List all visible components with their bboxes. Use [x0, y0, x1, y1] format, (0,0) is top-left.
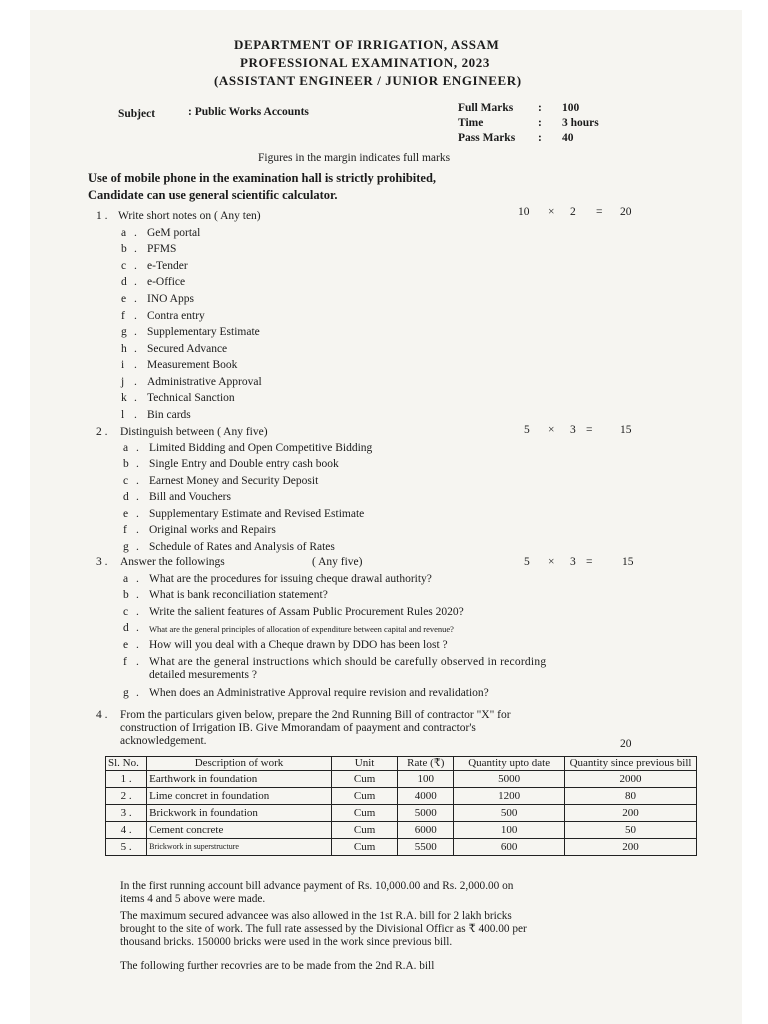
list-item: Limited Bidding and Open Competitive Bidding — [149, 442, 373, 454]
pass-marks-value: 40 — [562, 132, 574, 144]
list-item: When does an Administrative Approval require revision and revalidation? — [149, 687, 489, 699]
q4-number: 4 . — [96, 709, 108, 721]
q2-times: × — [548, 424, 555, 436]
cell-unit: Cum — [331, 822, 397, 839]
list-item-label: k — [121, 392, 127, 404]
list-item-label: c — [121, 260, 127, 272]
col-header-rate: Rate (₹) — [398, 757, 454, 771]
list-item: Technical Sanction — [147, 392, 235, 404]
q3-count: 3 — [570, 556, 576, 568]
q1-number: 1 . — [96, 210, 108, 222]
cell-sl: 1 . — [106, 771, 147, 788]
cell-prev: 50 — [565, 822, 697, 839]
full-marks-sep: : — [538, 102, 542, 114]
cell-sl: 2 . — [106, 788, 147, 805]
cell-prev: 80 — [565, 788, 697, 805]
pass-marks-sep: : — [538, 132, 542, 144]
paragraph-line: thousand bricks. 150000 bricks were used in the work since previous bill. — [120, 936, 453, 948]
col-header-unit: Unit — [331, 757, 397, 771]
q3-equals: = — [586, 556, 593, 568]
cell-prev: 200 — [565, 805, 697, 822]
q3-text: Answer the followings — [120, 556, 225, 568]
list-item-label: f — [121, 310, 125, 322]
list-item-label: a — [121, 227, 127, 239]
col-header-qty-upto-date: Quantity upto date — [454, 757, 565, 771]
list-item-label: d — [123, 491, 129, 503]
paragraph-line: items 4 and 5 above were made. — [120, 893, 266, 905]
list-item: e-Tender — [147, 260, 188, 272]
post-title: (ASSISTANT ENGINEER / JUNIOR ENGINEER) — [214, 73, 522, 88]
list-item: Write the salient features of Assam Public Procurement Rules 2020? — [149, 606, 464, 618]
time-sep: : — [538, 117, 542, 129]
paragraph-line: In the first running account bill advance payment of Rs. 10,000.00 and Rs. 2,000.00 on — [120, 880, 514, 892]
cell-unit: Cum — [331, 805, 397, 822]
list-item-label: e — [121, 293, 127, 305]
q4-line2: construction of Irrigation IB. Give Mmorandam of paayment and contractor's — [120, 722, 476, 734]
q2-text: Distinguish between ( Any five) — [120, 426, 268, 438]
exam-paper: DEPARTMENT OF IRRIGATION, ASSAM PROFESSIONAL EXAMINATION, 2023 (ASSISTANT ENGINEER / JUNIOR ENGINEER) Subject : Public Works Accounts Full Marks : 100 Time : 3 hours Pass Marks : 40 Figures in the margin indicates full marks Use of mobile phone in the examination hall is strictly prohibited, Candidate can use general scientific calculator. 1 . Write short notes on ( Any ten) 10 × 2 = 20 a . GeM portal b . PFMS c . e-Tender d . e-Office e . INO Apps f . Contra entry g . Supplementary Estimate h . Secured Advance i . Measurement Book j . Administrative Approval k . Technical Sanction l . Bin cards 2 . Distinguish between ( Any five) 5 × 3 = 15 a . Limited Bidding and Open Competitive Bidding b . Single Entry and Double entry cash book c . Earnest Money and Security Deposit d . Bill and Vouchers e . Supplementary Estimate and Revised Estimate f . Original works and Repairs g . Schedule of Rates and Analysis of Rates 3 . Answer the followings ( Any five) 5 × 3 = 15 a . What are the procedures for issuing cheque drawal authority? b . What is bank reconciliation statement? c . Write the salient features of Assam Public Procurement Rules 2020? d . What are the general principles of allocation of expenditure between capital and revenue? e . How will you deal with a Cheque drawn by DDO has been lost ? f . What are the general instructions which should be carefully observed in recording detailed mesurements ? g . When does an Administrative Approval require revision and revalidation? 4 . From the particulars given below, prepare the 2nd Running Bill of contractor "X" for construction of Irrigation IB. Give Mmorandam of paayment and contractor's acknowledgement. 20 Sl. No. Description of work Unit Rate (₹) Quantity upto date Quantity since previous bill 1 . Earthwork in foundation Cum 100 5000 2000 2 . Lime concret in foundation Cum 4000 1200 80 3 . Brickwork in foundation Cum 5000 500 200 4 . Cement concrete Cum 6000 100 50 5 . Brickwork in superstructure Cum 5500 600 200 In the first running account bill advance payment of Rs. 10,000.00 and Rs. 2,000.00 on items 4 and 5 above were made. The maximum secured advancee was also allowed in the 1st R.A. bill for 2 lakh bricks brought to the site of work. The full rate assessed by the Divisional Officr as ₹ 400.00 per thousand bricks. 150000 bricks were used in the work since previous bill. The following further recovries are to be made from the 2nd R.A. bill — [30, 10, 742, 1024]
q1-marks-each: 10 — [518, 206, 530, 218]
q1-total-marks: 20 — [620, 206, 632, 218]
list-item-label: f — [123, 656, 127, 668]
cell-rate: 5500 — [398, 839, 454, 856]
q1-equals: = — [596, 206, 603, 218]
cell-sl: 3 . — [106, 805, 147, 822]
q3-choice: ( Any five) — [312, 556, 363, 568]
time-value: 3 hours — [562, 117, 599, 129]
cell-description: Lime concret in foundation — [147, 788, 332, 805]
list-item-label: i — [121, 359, 125, 371]
list-item: Bill and Vouchers — [149, 491, 231, 503]
subject-value: : Public Works Accounts — [188, 106, 309, 118]
cell-sl: 5 . — [106, 839, 147, 856]
q2-count: 3 — [570, 424, 576, 436]
advance-payment-paragraph — [120, 880, 513, 906]
cell-unit: Cum — [331, 839, 397, 856]
col-header-sl: Sl. No. — [106, 757, 147, 771]
cell-description: Brickwork in superstructure — [147, 839, 332, 856]
list-item-label: g — [123, 687, 129, 699]
list-item: Contra entry — [147, 310, 205, 322]
list-item: What is bank reconciliation statement? — [149, 589, 328, 601]
list-item-label: d — [123, 622, 129, 634]
list-item-label: g — [121, 326, 127, 338]
cell-rate: 4000 — [398, 788, 454, 805]
list-item-label: j — [121, 376, 125, 388]
list-item-label: d — [121, 276, 127, 288]
list-item-label: c — [123, 475, 129, 487]
list-item: Bin cards — [147, 409, 191, 421]
exam-title: PROFESSIONAL EXAMINATION, 2023 — [240, 55, 490, 70]
q3-marks-each: 5 — [524, 556, 530, 568]
full-marks-value: 100 — [562, 102, 580, 114]
list-item-label: a — [123, 573, 129, 585]
list-item-label: b — [123, 589, 129, 601]
q4-total-marks: 20 — [620, 738, 632, 750]
list-item: What are the general principles of allocation of expenditure between capital and revenue? — [149, 624, 454, 634]
q2-total-marks: 15 — [620, 424, 632, 436]
list-item: Original works and Repairs — [149, 524, 276, 536]
list-item: INO Apps — [147, 293, 194, 305]
cell-rate: 5000 — [398, 805, 454, 822]
secured-advance-paragraph — [120, 910, 527, 949]
list-item: e-Office — [147, 276, 186, 288]
q4-line1: From the particulars given below, prepare the 2nd Running Bill of contractor "X" for — [120, 709, 511, 721]
table-row — [106, 771, 697, 788]
list-item-label: c — [123, 606, 129, 618]
list-item-label: e — [123, 639, 129, 651]
cell-qty: 100 — [454, 822, 565, 839]
cell-qty: 1200 — [454, 788, 565, 805]
col-header-qty-since-prev: Quantity since previous bill — [565, 757, 697, 771]
list-item-label: g — [123, 541, 129, 553]
list-item: Supplementary Estimate and Revised Estimate — [149, 508, 365, 520]
figures-note: Figures in the margin indicates full marks — [258, 152, 451, 164]
table-header-row — [106, 757, 697, 771]
full-marks-label: Full Marks — [458, 102, 514, 114]
q3-times: × — [548, 556, 555, 568]
list-item-label: e — [123, 508, 129, 520]
list-item: What are the procedures for issuing cheque drawal authority? — [149, 573, 432, 585]
q2-marks-each: 5 — [524, 424, 530, 436]
list-item: Schedule of Rates and Analysis of Rates — [149, 541, 335, 553]
q2-number: 2 . — [96, 426, 108, 438]
list-item-continuation: detailed mesurements ? — [149, 669, 257, 681]
pass-marks-label: Pass Marks — [458, 132, 516, 144]
list-item: GeM portal — [147, 227, 201, 239]
list-item-label: a — [123, 442, 129, 454]
list-item-label: h — [121, 343, 127, 355]
cell-prev: 200 — [565, 839, 697, 856]
time-label: Time — [458, 117, 484, 129]
cell-description: Cement concrete — [147, 822, 332, 839]
list-item: Single Entry and Double entry cash book — [149, 458, 339, 470]
department-title: DEPARTMENT OF IRRIGATION, ASSAM — [234, 37, 500, 52]
cell-unit: Cum — [331, 788, 397, 805]
table-row — [106, 788, 697, 805]
list-item: Measurement Book — [147, 359, 238, 371]
table-row — [106, 822, 697, 839]
cell-prev: 2000 — [565, 771, 697, 788]
q1-count: 2 — [570, 206, 576, 218]
q3-number: 3 . — [96, 556, 108, 568]
list-item: Secured Advance — [147, 343, 228, 355]
cell-qty: 600 — [454, 839, 565, 856]
paragraph-line: brought to the site of work. The full rate assessed by the Divisional Officr as ₹ 400.00 per — [120, 923, 527, 935]
list-item: Supplementary Estimate — [147, 326, 260, 338]
calculator-note: Candidate can use general scientific calculator. — [88, 188, 338, 202]
list-item-label: b — [123, 458, 129, 470]
list-item: Administrative Approval — [147, 376, 262, 388]
list-item: How will you deal with a Cheque drawn by DDO has been lost ? — [149, 639, 448, 651]
list-item-label: b — [121, 243, 127, 255]
q2-equals: = — [586, 424, 593, 436]
q1-times: × — [548, 206, 555, 218]
cell-description: Earthwork in foundation — [147, 771, 332, 788]
list-item: PFMS — [147, 243, 177, 255]
paragraph-line: The maximum secured advancee was also allowed in the 1st R.A. bill for 2 lakh bricks — [120, 910, 512, 922]
table-row — [106, 839, 697, 856]
list-item: What are the general instructions which should be carefully observed in recording — [149, 656, 547, 668]
q3-total-marks: 15 — [622, 556, 634, 568]
cell-rate: 6000 — [398, 822, 454, 839]
q1-text: Write short notes on ( Any ten) — [118, 210, 261, 222]
cell-unit: Cum — [331, 771, 397, 788]
col-header-description: Description of work — [147, 757, 332, 771]
cell-sl: 4 . — [106, 822, 147, 839]
list-item-label: f — [123, 524, 127, 536]
table-row — [106, 805, 697, 822]
mobile-warning: Use of mobile phone in the examination hall is strictly prohibited, — [88, 171, 437, 185]
works-table — [105, 756, 697, 856]
list-item: Earnest Money and Security Deposit — [149, 475, 319, 487]
cell-rate: 100 — [398, 771, 454, 788]
cell-qty: 500 — [454, 805, 565, 822]
recoveries-paragraph: The following further recovries are to be made from the 2nd R.A. bill — [120, 960, 435, 972]
cell-description: Brickwork in foundation — [147, 805, 332, 822]
q4-line3: acknowledgement. — [120, 735, 207, 747]
list-item-label: l — [121, 409, 125, 421]
cell-qty: 5000 — [454, 771, 565, 788]
subject-label: Subject — [118, 108, 156, 120]
